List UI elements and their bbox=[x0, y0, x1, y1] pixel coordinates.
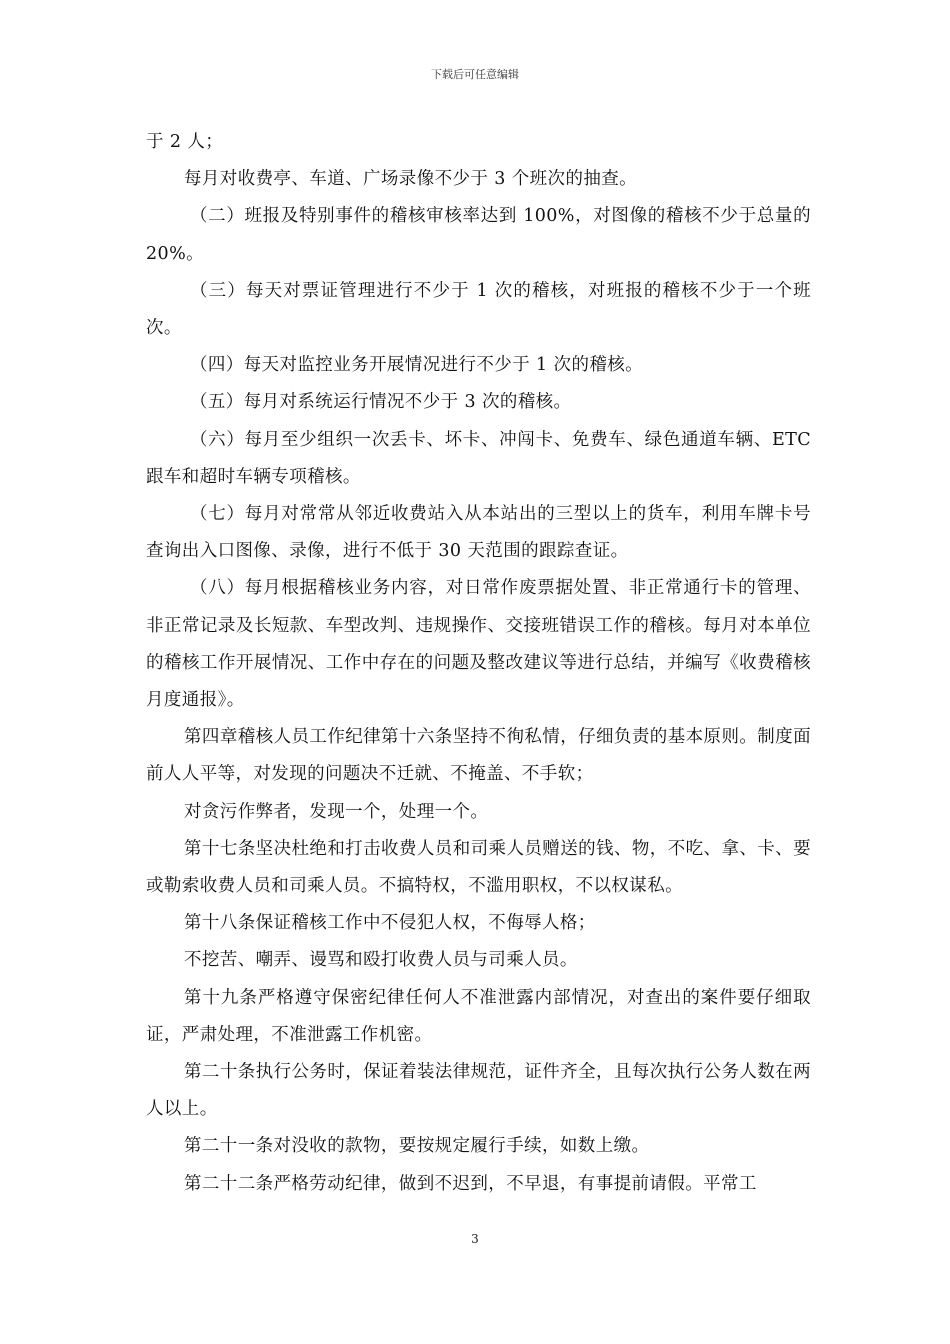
paragraph: 第四章稽核人员工作纪律第十六条坚持不徇私情，仔细负责的基本原则。制度面前人人平等，对发现的问题决不迁就、不掩盖、不手软； bbox=[146, 727, 811, 785]
paragraph: （八）每月根据稽核业务内容，对日常作废票据处置、非正常通行卡的管理、非正常记录及长短款、车型改判、违规操作、交接班错误工作的稽核。每月对本单位的稽核工作开展情况、工作中存在的问题及整改建议等进行总结，并编写《收费稽核月度通报》。 bbox=[146, 578, 811, 711]
paragraph: 第十七条坚决杜绝和打击收费人员和司乘人员赠送的钱、物，不吃、拿、卡、要或勒索收费人员和司乘人员。不搞特权，不滥用职权，不以权谋私。 bbox=[146, 838, 811, 897]
paragraph: 第十八条保证稽核工作中不侵犯人权，不侮辱人格； bbox=[184, 913, 596, 934]
paragraph: 第二十一条对没收的款物，要按规定履行手续，如数上缴。 bbox=[184, 1136, 650, 1157]
paragraph: （五）每月对系统运行情况不少于 3 次的稽核。 bbox=[190, 392, 572, 413]
paragraph: 不挖苦、嘲弄、谩骂和殴打收费人员与司乘人员。 bbox=[184, 950, 578, 971]
paragraph: （四）每天对监控业务开展情况进行不少于 1 次的稽核。 bbox=[190, 355, 644, 376]
paragraph: （七）每月对常常从邻近收费站入从本站出的三型以上的货车，利用车牌卡号查询出入口图像、录像，进行不低于 30 天范围的跟踪查证。 bbox=[146, 504, 811, 562]
paragraph: （六）每月至少组织一次丢卡、坏卡、冲闯卡、免费车、绿色通道车辆、ETC 跟车和超时车辆专项稽核。 bbox=[146, 429, 811, 487]
paragraph: 第十九条严格遵守保密纪律任何人不准泄露内部情况，对查出的案件要仔细取证，严肃处理，不准泄露工作机密。 bbox=[146, 987, 811, 1045]
paragraph: 对贪污作弊者，发现一个，处理一个。 bbox=[184, 801, 489, 822]
paragraph: 第二十二条严格劳动纪律，做到不迟到，不早退，有事提前请假。平常工 bbox=[184, 1173, 757, 1194]
page-header: 下载后可任意编辑 bbox=[431, 68, 519, 81]
paragraph: 于 2 人； bbox=[146, 132, 224, 152]
document-body bbox=[146, 124, 811, 1203]
paragraph: （二）班报及特别事件的稽核审核率达到 100%，对图像的稽核不少于总量的 20%。 bbox=[146, 206, 811, 264]
paragraph: 第二十条执行公务时，保证着装法律规范，证件齐全，且每次执行公务人数在两人以上。 bbox=[146, 1062, 811, 1120]
page-number: 3 bbox=[471, 1232, 479, 1246]
paragraph: （三）每天对票证管理进行不少于 1 次的稽核，对班报的稽核不少于一个班次。 bbox=[146, 280, 811, 339]
paragraph: 每月对收费亭、车道、广场录像不少于 3 个班次的抽查。 bbox=[184, 169, 638, 190]
